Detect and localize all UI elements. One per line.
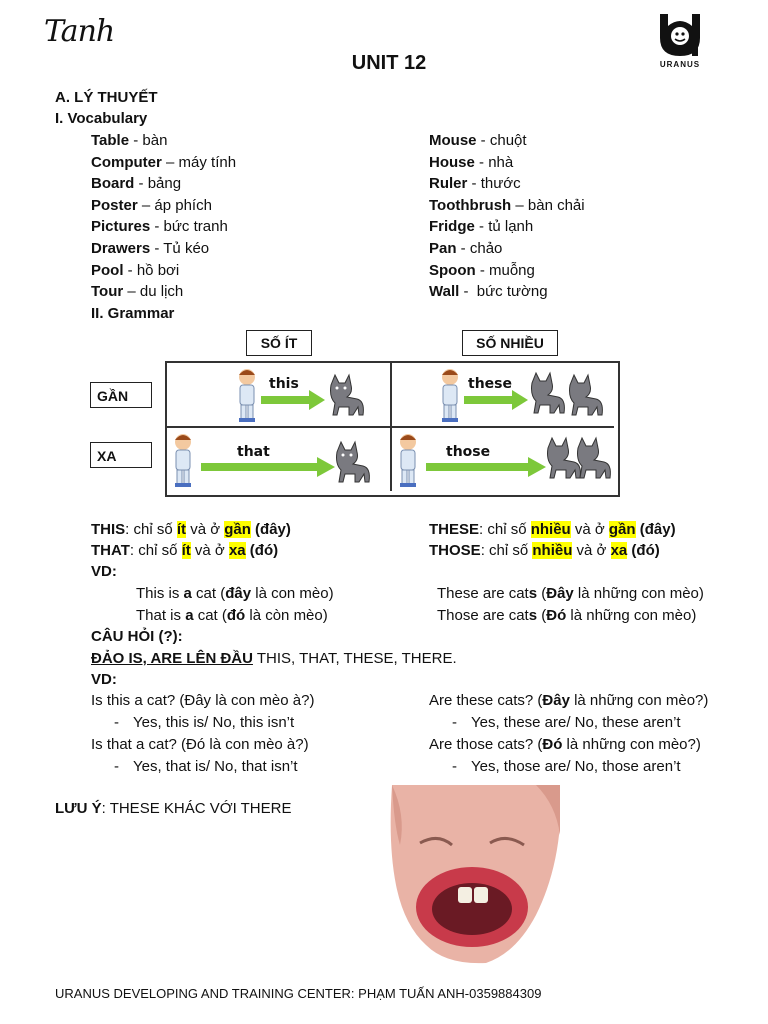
vocab-word: Toothbrush xyxy=(429,196,512,214)
logo-text: URANUS xyxy=(659,60,701,69)
example-those: Those are cats (Đó là những con mèo) xyxy=(437,607,697,624)
answer-that: - Yes, that is/ No, that isn’t xyxy=(114,758,298,775)
vocab-item xyxy=(429,281,585,303)
note: LƯU Ý: THESE KHÁC VỚI THERE xyxy=(55,800,292,817)
questions-heading: CÂU HỎI (?): xyxy=(91,628,183,645)
answer-those: - Yes, those are/ No, those aren’t xyxy=(452,758,681,775)
example-these: These are cats (Đây là những con mèo) xyxy=(437,585,704,602)
example-that: That is a cat (đó là còn mèo) xyxy=(136,607,328,624)
vocab-word: Table xyxy=(91,132,130,149)
inversion-rule: ĐẢO IS, ARE LÊN ĐẦU THIS, THAT, THESE, THERE. xyxy=(91,650,457,667)
vocab-item xyxy=(429,173,585,195)
arrow-icon xyxy=(261,389,327,411)
vocab-separator: - xyxy=(150,218,164,236)
answer-these: - Yes, these are/ No, these aren’t xyxy=(452,714,681,731)
cell-these xyxy=(392,363,614,426)
question-those: Are those cats? (Đó là những con mèo?) xyxy=(429,736,701,753)
cell-this xyxy=(167,363,390,426)
vocab-meaning: bàn chải xyxy=(527,196,585,214)
vocab-item xyxy=(91,281,236,303)
section-heading: A. LÝ THUYẾT xyxy=(55,89,158,106)
vocab-word: Tour xyxy=(91,283,124,301)
vocab-separator: - xyxy=(459,283,477,301)
pig-image xyxy=(386,785,561,965)
vocab-separator: - xyxy=(474,218,489,236)
vocab-right-list xyxy=(429,130,585,303)
vocab-word: Drawers xyxy=(91,239,151,257)
vocab-meaning: hồ bơi xyxy=(136,261,180,279)
vocab-meaning: du lịch xyxy=(139,283,184,301)
vocab-item xyxy=(91,152,236,174)
cell-that xyxy=(167,428,390,491)
vocab-item xyxy=(429,216,585,238)
rule-that: THAT: chỉ số ít và ở xa (đó) xyxy=(91,542,279,559)
vocab-left-list xyxy=(91,130,236,303)
questions-vd-label: VD: xyxy=(91,671,117,688)
question-these: Are these cats? (Đây là những con mèo?) xyxy=(429,692,709,709)
word-those: those xyxy=(446,444,491,460)
vocab-item xyxy=(91,130,236,152)
rule-those: THOSE: chỉ số nhiều và ở xa (đó) xyxy=(429,542,660,559)
question-that: Is that a cat? (Đó là con mèo à?) xyxy=(91,736,309,753)
vocab-meaning: Tủ kéo xyxy=(163,239,210,257)
vocab-item xyxy=(429,130,585,152)
vocab-meaning: thước xyxy=(480,175,521,193)
cat-icon xyxy=(333,440,373,484)
cats-icon xyxy=(544,436,614,484)
cat-icon xyxy=(327,373,367,417)
vocab-word: Board xyxy=(91,175,135,193)
vocab-word: Ruler xyxy=(429,175,468,193)
rule-this: THIS: chỉ số ít và ở gần (đây) xyxy=(91,521,291,538)
word-that: that xyxy=(237,444,270,460)
vocab-separator: - xyxy=(150,239,164,257)
vocab-separator: - xyxy=(129,132,143,149)
vocab-separator: - xyxy=(467,175,481,193)
vocab-meaning: áp phích xyxy=(154,196,212,214)
vocab-word: House xyxy=(429,153,475,171)
vocab-separator: - xyxy=(475,261,489,279)
vocab-item xyxy=(429,152,585,174)
vocab-meaning: bảng xyxy=(147,175,182,193)
page-title: UNIT 12 xyxy=(351,52,427,74)
vocab-item xyxy=(91,238,236,260)
vocab-meaning: bàn xyxy=(142,132,168,149)
vocab-meaning: muỗng xyxy=(489,261,535,279)
vocab-item xyxy=(429,195,585,217)
cats-icon xyxy=(528,371,608,417)
cell-those xyxy=(392,428,614,491)
rule-these: THESE: chỉ số nhiều và ở gần (đây) xyxy=(429,521,676,538)
example-this: This is a cat (đây là con mèo) xyxy=(136,585,334,602)
label-near: GẦN xyxy=(90,382,152,408)
vocab-heading: I. Vocabulary xyxy=(55,110,148,127)
vocab-item xyxy=(91,173,236,195)
vocab-meaning: máy tính xyxy=(178,153,237,171)
word-these: these xyxy=(468,376,512,392)
vocab-item xyxy=(91,216,236,238)
vocab-word: Spoon xyxy=(429,261,476,279)
word-this: this xyxy=(269,376,299,392)
vocab-separator: – xyxy=(511,196,528,214)
vocab-meaning: bức tường xyxy=(476,283,548,301)
vocab-word: Fridge xyxy=(429,218,475,236)
vocab-word: Wall xyxy=(429,283,460,301)
vocab-word: Computer xyxy=(91,153,162,171)
label-far: XA xyxy=(90,442,152,468)
vocab-item xyxy=(429,260,585,282)
answer-this: - Yes, this is/ No, this isn’t xyxy=(114,714,295,731)
vocab-word: Pool xyxy=(91,261,124,279)
vocab-separator: – xyxy=(137,196,155,214)
signature: Tanh xyxy=(44,14,115,49)
vocab-word: Mouse xyxy=(429,132,477,149)
vocab-meaning: chuột xyxy=(489,132,527,149)
footer: URANUS DEVELOPING AND TRAINING CENTER: PHẠM TUẤN ANH-0359884309 xyxy=(55,986,542,1001)
vocab-separator: – xyxy=(161,153,179,171)
vocab-separator: - xyxy=(134,175,148,193)
vocab-word: Pan xyxy=(429,239,457,257)
label-singular: SỐ ÍT xyxy=(246,330,312,356)
vocab-meaning: bức tranh xyxy=(163,218,228,236)
vocab-item xyxy=(91,195,236,217)
vocab-separator: - xyxy=(123,261,137,279)
vocab-meaning: chảo xyxy=(469,239,503,257)
label-plural: SỐ NHIỀU xyxy=(462,330,558,356)
vocab-separator: - xyxy=(476,132,490,149)
grammar-heading: II. Grammar xyxy=(91,305,175,322)
arrow-icon xyxy=(464,389,530,411)
vocab-meaning: tủ lạnh xyxy=(488,218,534,236)
vocab-separator: – xyxy=(123,283,140,301)
vocab-word: Poster xyxy=(91,196,138,214)
vocab-item xyxy=(429,238,585,260)
vocab-word: Pictures xyxy=(91,218,151,236)
vocab-separator: - xyxy=(456,239,470,257)
question-this: Is this a cat? (Đây là con mèo à?) xyxy=(91,692,315,709)
demonstratives-table xyxy=(165,361,620,497)
vocab-separator: - xyxy=(474,153,489,171)
vocab-meaning: nhà xyxy=(488,153,514,171)
vd-label: VD: xyxy=(91,563,117,580)
vocab-item xyxy=(91,260,236,282)
